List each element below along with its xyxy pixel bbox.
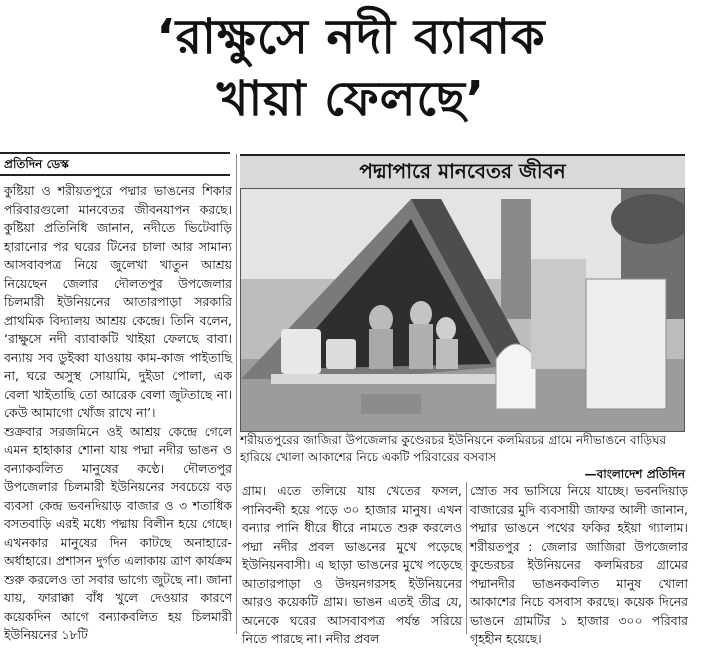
photo-title: পদ্মাপারে মানবেতর জীবন <box>240 154 685 190</box>
right-column <box>470 482 688 649</box>
dateline-rule-bottom <box>0 174 230 176</box>
news-photo <box>240 188 685 432</box>
headline <box>0 6 702 130</box>
column-divider <box>236 154 237 634</box>
left-paragraph-2: শুক্রবার সরজমিনে ওই আশ্রয় কেন্দ্রে গেলে এমন হাহাকার শোনা যায় পদ্মা নদীর ভাঙন ও বন্যাকবলিত মানুষের কণ্ঠে। দৌলতপুর উপজেলার চিলমারী ইউনিয়নের সবচেয়ে বড় ব্যবসা কেন্দ্র ভবনদিয়াড় বাজার ও ৩ শতাধিক বসতবাড়ি এরই মধ্যে পদ্মায় বিলীন হয়ে গেছে। এখনকার মানুষের দিন কাটছে অনাহারে-অর্ধাহারে। প্রশাসন দুর্গত এলাকায় ত্রাণ কার্যক্রম শুরু করলেও তা সবার ভাগ্যে জুটছে না। জানা যায়, ফারাক্কা বাঁধ খুলে দেওয়ার কারণে কয়েকদিন আগে বন্যাকবলিত হয় চিলমারী ইউনিয়নের ১৮টি <box>4 423 232 642</box>
dateline-rule-top <box>0 152 230 154</box>
dateline: প্রতিদিন ডেস্ক <box>4 157 69 171</box>
middle-column <box>242 482 462 649</box>
left-column <box>4 182 232 645</box>
left-paragraph-1: কুষ্টিয়া ও শরীয়তপুরে পদ্মার ভাঙনের শিকার পরিবারগুলো মানবেতর জীবনযাপন করছে। কুষ্টিয়া প্রতিনিধি জানান, নদীতে ভিটেবাড়ি হারানোর পর ঘরের টিনের চালা আর সামান্য আসবাবপত্র নিয়ে জুলেখা খাতুন আশ্রয় নিয়েছেন জেলার দৌলতপুর উপজেলার চিলমারী ইউনিয়নের আতারপাড়া সরকারি প্রাথমিক বিদ্যালয় আশ্রয় কেন্দ্রে। তিনি বলেন, ‘রাক্ষুসে নদী ব্যাবাকটি খাইয়া ফেলছে বাবা। বন্যায় সব ডুইব্বা যাওয়ায় কাম-কাজ পাইতাছি না, ঘরে অসুস্থ সোয়ামি, দুইডা পোলা, এক বেলা খাইতাছি তো আরেক বেলা জুটতাছে না। কেউ আমাগো খোঁজ রাখে না’। <box>4 183 232 420</box>
photo-caption <box>240 432 685 483</box>
headline-line-1: ‘রাক্ষুসে নদী ব্যাবাক <box>156 9 546 65</box>
column-divider-2 <box>466 482 467 634</box>
photo-credit: —বাংলাদেশ প্রতিদিন <box>584 467 685 481</box>
right-paragraph: স্রোত সব ভাসিয়ে নিয়ে যাচ্ছে। ভবনদিয়াড় বাজারের মুদি ব্যবসায়ী জাফর আলী জানান, পদ্মার ভাঙনে পথের ফকির হইয়া গ্যালাম। শরীয়তপুর : জেলার জাজিরা উপজেলার কুন্ডেরচর ইউনিয়নের কলমিরচর গ্রামের পদ্মানদীর ভাঙনকবলিত মানুষ খোলা আকাশের নিচে বসবাস করছে। কয়েক দিনের ভাঙনে গ্রামটির ১ হাজার ৩০০ পরিবার গৃহহীন হয়েছে। <box>470 483 688 646</box>
middle-paragraph: গ্রাম। এতে তলিয়ে যায় খেতের ফসল, পানিবন্দী হয়ে পড়ে ৩০ হাজার মানুষ। এখন বন্যার পানি ধীরে ধীরে নামতে শুরু করলেও পদ্মা নদীর প্রবল ভাঙনের মুখে পড়েছে ইউনিয়নবাসী। এ ছাড়া ভাঙনের মুখে পড়েছে আতারপাড়া ও উদয়নগরসহ ইউনিয়নের আরও কয়েকটি গ্রাম। ভাঙন এতই তীব্র যে, অনেকে ঘরের আসবাবপত্র পর্যন্ত সরিয়ে নিতে পারছে না। নদীর প্রবল <box>242 483 462 646</box>
photo-caption-text: শরীয়তপুরের জাজিরা উপজেলার কুণ্ডেরচর ইউনিয়নে কলমিরচর গ্রামে নদীভাঙনে বাড়িঘর হারিয়ে খোলা আকাশের নিচে একটি পরিবারের বসবাস <box>240 433 667 464</box>
headline-line-2: খায়া ফেলছে’ <box>216 71 486 127</box>
